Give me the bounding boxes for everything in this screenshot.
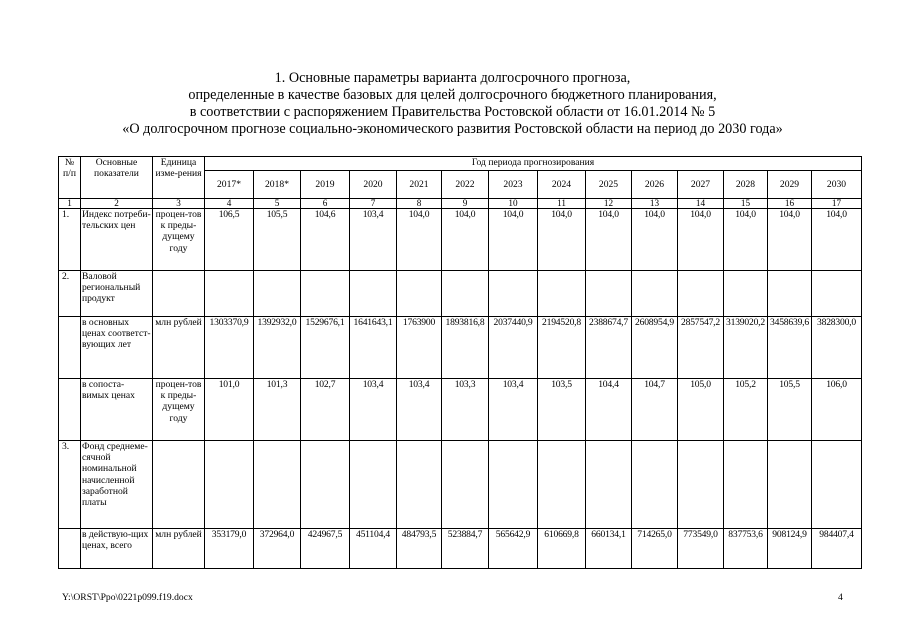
table-cell: 105,5 <box>768 379 812 441</box>
column-number-row <box>59 199 862 209</box>
table-cell <box>350 271 397 317</box>
column-number: 2 <box>81 199 153 209</box>
table-cell: 2608954,9 <box>632 317 678 379</box>
header-num: № п/п <box>59 157 81 199</box>
column-number: 6 <box>301 199 350 209</box>
table-cell <box>397 271 442 317</box>
table-cell <box>678 271 724 317</box>
row-unit: млн рублей <box>153 317 205 379</box>
column-number: 8 <box>397 199 442 209</box>
table-cell <box>724 441 768 529</box>
table-cell: 1763900 <box>397 317 442 379</box>
table-cell: 2194520,8 <box>538 317 586 379</box>
table-row <box>59 317 862 379</box>
table-cell: 103,4 <box>489 379 538 441</box>
column-number: 1 <box>59 199 81 209</box>
table-cell: 3458639,6 <box>768 317 812 379</box>
table-cell <box>442 271 489 317</box>
table-cell: 103,5 <box>538 379 586 441</box>
table-cell <box>812 271 862 317</box>
table-cell <box>350 441 397 529</box>
header-year: 2027 <box>678 171 724 199</box>
title-line-4: «О долгосрочном прогнозе социально-экономического развития Ростовской области на период до 2030 года» <box>122 121 783 137</box>
table-cell: 610669,8 <box>538 529 586 569</box>
table-cell: 1893816,8 <box>442 317 489 379</box>
table-cell: 353179,0 <box>205 529 254 569</box>
table-cell: 714265,0 <box>632 529 678 569</box>
row-indicator: в действую-щих ценах, всего <box>81 529 153 569</box>
table-cell <box>632 441 678 529</box>
table-cell <box>632 271 678 317</box>
table-cell: 103,4 <box>350 379 397 441</box>
table-cell <box>538 271 586 317</box>
column-number: 11 <box>538 199 586 209</box>
row-number: 2. <box>59 271 81 317</box>
header-year: 2020 <box>350 171 397 199</box>
row-unit: процен-тов к преды-дущему году <box>153 209 205 271</box>
column-number: 16 <box>768 199 812 209</box>
table-cell <box>205 441 254 529</box>
footer-page-number: 4 <box>838 592 843 603</box>
table-cell: 102,7 <box>301 379 350 441</box>
header-year: 2028 <box>724 171 768 199</box>
table-row <box>59 271 862 317</box>
table-cell: 1529676,1 <box>301 317 350 379</box>
table-cell <box>301 271 350 317</box>
table-cell: 1641643,1 <box>350 317 397 379</box>
table-cell <box>586 441 632 529</box>
table-cell <box>724 271 768 317</box>
table-cell <box>489 271 538 317</box>
table-cell: 837753,6 <box>724 529 768 569</box>
header-year: 2018* <box>254 171 301 199</box>
header-year: 2019 <box>301 171 350 199</box>
table-cell <box>538 441 586 529</box>
table-cell: 1392932,0 <box>254 317 301 379</box>
table-cell: 101,3 <box>254 379 301 441</box>
row-indicator: в основных ценах соответст-вующих лет <box>81 317 153 379</box>
table-cell: 104,0 <box>586 209 632 271</box>
table-cell: 104,4 <box>586 379 632 441</box>
table-cell: 106,0 <box>812 379 862 441</box>
column-number: 9 <box>442 199 489 209</box>
column-number: 3 <box>153 199 205 209</box>
table-cell <box>397 441 442 529</box>
title-line-3: в соответствии с распоряжением Правительства Ростовской области от 16.01.2014 № 5 <box>189 104 716 120</box>
header-indicator: Основные показатели <box>81 157 153 199</box>
row-number <box>59 529 81 569</box>
column-number: 14 <box>678 199 724 209</box>
table-row <box>59 209 862 271</box>
table-row <box>59 379 862 441</box>
table-cell: 104,0 <box>538 209 586 271</box>
table-cell <box>678 441 724 529</box>
table-row <box>59 441 862 529</box>
table-cell: 3828300,0 <box>812 317 862 379</box>
footer-file-path: Y:\ORST\Ppo\0221p099.f19.docx <box>62 592 193 603</box>
table-cell: 104,7 <box>632 379 678 441</box>
header-year: 2025 <box>586 171 632 199</box>
table-cell <box>812 441 862 529</box>
column-number: 15 <box>724 199 768 209</box>
header-year: 2023 <box>489 171 538 199</box>
table-cell: 908124,9 <box>768 529 812 569</box>
table-cell <box>489 441 538 529</box>
table-cell: 104,0 <box>397 209 442 271</box>
table-cell <box>205 271 254 317</box>
table-cell: 104,0 <box>442 209 489 271</box>
table-cell <box>768 271 812 317</box>
row-unit <box>153 441 205 529</box>
column-number: 13 <box>632 199 678 209</box>
row-indicator: в сопоста-вимых ценах <box>81 379 153 441</box>
header-year: 2024 <box>538 171 586 199</box>
document-title <box>0 70 905 138</box>
table-cell <box>254 271 301 317</box>
row-unit <box>153 271 205 317</box>
table-cell: 103,3 <box>442 379 489 441</box>
row-number <box>59 379 81 441</box>
row-indicator: Фонд среднеме-сячной номинальной начисленной заработной платы <box>81 441 153 529</box>
header-period: Год периода прогнозирования <box>205 157 862 171</box>
row-unit: процен-тов к преды-дущему году <box>153 379 205 441</box>
column-number: 4 <box>205 199 254 209</box>
table-cell <box>442 441 489 529</box>
column-number: 5 <box>254 199 301 209</box>
table-cell: 2388674,7 <box>586 317 632 379</box>
header-year: 2021 <box>397 171 442 199</box>
title-line-2: определенные в качестве базовых для целей долгосрочного бюджетного планирования, <box>188 87 717 103</box>
table-cell: 106,5 <box>205 209 254 271</box>
header-year: 2030 <box>812 171 862 199</box>
table-cell: 104,0 <box>678 209 724 271</box>
header-year: 2017* <box>205 171 254 199</box>
table-cell: 104,0 <box>632 209 678 271</box>
table-cell: 103,4 <box>397 379 442 441</box>
table-cell: 3139020,2 <box>724 317 768 379</box>
column-number: 17 <box>812 199 862 209</box>
column-number: 12 <box>586 199 632 209</box>
table-cell: 104,0 <box>489 209 538 271</box>
row-indicator: Индекс потреби-тельских цен <box>81 209 153 271</box>
forecast-table <box>58 156 862 569</box>
table-row <box>59 529 862 569</box>
table-cell: 103,4 <box>350 209 397 271</box>
row-unit: млн рублей <box>153 529 205 569</box>
table-cell: 105,2 <box>724 379 768 441</box>
table-cell: 105,5 <box>254 209 301 271</box>
header-year: 2026 <box>632 171 678 199</box>
table-cell: 2857547,2 <box>678 317 724 379</box>
table-cell: 565642,9 <box>489 529 538 569</box>
table-cell: 660134,1 <box>586 529 632 569</box>
table-cell: 104,0 <box>812 209 862 271</box>
table-cell: 104,6 <box>301 209 350 271</box>
table-cell: 2037440,9 <box>489 317 538 379</box>
header-year: 2022 <box>442 171 489 199</box>
table-cell: 451104,4 <box>350 529 397 569</box>
table-cell: 984407,4 <box>812 529 862 569</box>
row-number <box>59 317 81 379</box>
header-unit: Единица изме-рения <box>153 157 205 199</box>
column-number: 10 <box>489 199 538 209</box>
title-line-1: 1. Основные параметры варианта долгосрочного прогноза, <box>274 70 631 86</box>
table-cell: 484793,5 <box>397 529 442 569</box>
table-cell: 104,0 <box>724 209 768 271</box>
row-number: 1. <box>59 209 81 271</box>
table-cell <box>254 441 301 529</box>
table-cell: 523884,7 <box>442 529 489 569</box>
table-cell: 1303370,9 <box>205 317 254 379</box>
header-year: 2029 <box>768 171 812 199</box>
row-number: 3. <box>59 441 81 529</box>
table-cell: 773549,0 <box>678 529 724 569</box>
table-cell: 424967,5 <box>301 529 350 569</box>
table-cell: 104,0 <box>768 209 812 271</box>
table-cell: 372964,0 <box>254 529 301 569</box>
row-indicator: Валовой региональный продукт <box>81 271 153 317</box>
table-cell <box>768 441 812 529</box>
table-cell: 101,0 <box>205 379 254 441</box>
table-cell <box>301 441 350 529</box>
column-number: 7 <box>350 199 397 209</box>
table-cell <box>586 271 632 317</box>
table-cell: 105,0 <box>678 379 724 441</box>
